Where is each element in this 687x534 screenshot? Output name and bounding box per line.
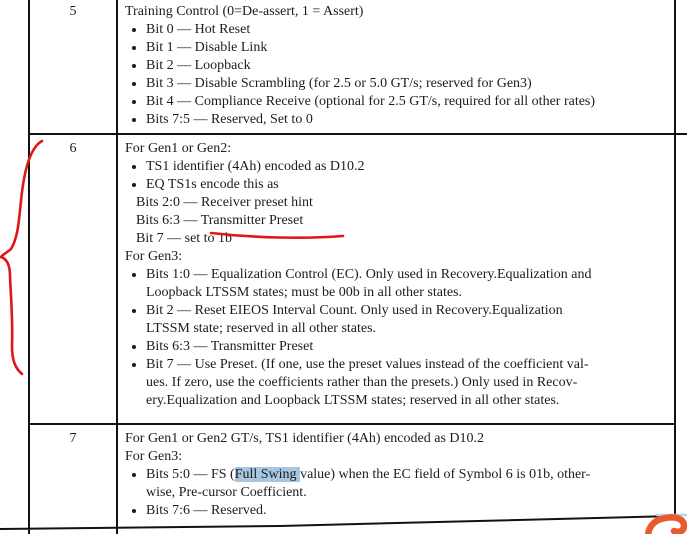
- text-segment: Bits 6:3 — Transmitter Preset: [146, 339, 314, 354]
- description-line: [117, 266, 677, 284]
- text-segment: Bits 5:0 — FS (: [146, 467, 235, 482]
- description-line: [117, 430, 677, 448]
- text-segment: Bit 4 — Compliance Receive (optional for 2.5 GT/s, required for all other rates): [146, 94, 596, 109]
- text-segment: value) when the EC field of Symbol 6 is 01b, other-: [300, 467, 591, 482]
- description-line: [117, 194, 677, 212]
- description-line: [117, 284, 677, 302]
- symbol-number: 5: [69, 4, 77, 19]
- description-line: [117, 338, 677, 356]
- text-segment: For Gen3:: [125, 449, 183, 464]
- highlighted-text: Full Swing: [234, 467, 301, 482]
- text-segment: EQ TS1s encode this as: [146, 177, 279, 192]
- description-line: [117, 374, 677, 392]
- description-cell: [117, 430, 677, 520]
- symbol-number: 7: [69, 431, 77, 446]
- description-line: [117, 39, 677, 57]
- text-segment: For Gen1 or Gen2:: [125, 141, 232, 156]
- description-line: [117, 484, 677, 502]
- description-line: [117, 21, 677, 39]
- text-segment: ery.Equalization and Loopback LTSSM states; reserved in all other states.: [146, 393, 560, 408]
- text-segment: Training Control (0=De-assert, 1 = Assert): [125, 4, 364, 19]
- text-segment: Bit 1 — Disable Link: [146, 40, 268, 55]
- row-border-6-7: [28, 423, 676, 425]
- description-line: [117, 392, 677, 410]
- description-cell: [117, 140, 677, 410]
- description-line: [117, 302, 677, 320]
- symbol-number: 6: [69, 141, 77, 156]
- text-segment: Bit 3 — Disable Scrambling (for 2.5 or 5.0 GT/s; reserved for Gen3): [146, 76, 532, 91]
- description-line: [117, 448, 677, 466]
- table-border-left-column: [28, 0, 30, 534]
- text-segment: LTSSM state; reserved in all other states.: [146, 321, 377, 336]
- description-line: [117, 248, 677, 266]
- description-line: [117, 93, 677, 111]
- description-line: [117, 356, 677, 374]
- text-segment: Bits 2:0 — Receiver preset hint: [136, 195, 313, 210]
- text-segment: Bit 0 — Hot Reset: [146, 22, 251, 37]
- row-border-5-6: [28, 133, 687, 135]
- text-segment: Bits 6:3 — Transmitter Preset: [136, 213, 304, 228]
- description-line: [117, 140, 677, 158]
- text-segment: TS1 identifier (4Ah) encoded as D10.2: [146, 159, 365, 174]
- description-line: [117, 57, 677, 75]
- red-curly-brace-icon: [1, 141, 42, 374]
- text-segment: Bit 2 — Reset EIEOS Interval Count. Only used in Recovery.Equalization: [146, 303, 563, 318]
- text-segment: Bit 2 — Loopback: [146, 58, 251, 73]
- text-segment: Bits 7:5 — Reserved, Set to 0: [146, 112, 313, 127]
- description-line: [117, 75, 677, 93]
- text-segment: Bits 7:6 — Reserved.: [146, 503, 267, 518]
- text-segment: ues. If zero, use the coefficients rather than the presets.) Only used in Recov-: [146, 375, 578, 390]
- description-line: [117, 212, 677, 230]
- description-line: [117, 466, 677, 484]
- text-segment: Loopback LTSSM states; must be 00b in all other states.: [146, 285, 463, 300]
- text-segment: For Gen3:: [125, 249, 183, 264]
- description-line: [117, 176, 677, 194]
- description-line: [117, 502, 677, 520]
- description-line: [117, 111, 677, 129]
- description-line: [117, 3, 677, 21]
- text-segment: Bit 7 — Use Preset. (If one, use the preset values instead of the coefficient val-: [146, 357, 589, 372]
- text-segment: For Gen1 or Gen2 GT/s, TS1 identifier (4Ah) encoded as D10.2: [125, 431, 485, 446]
- description-line: [117, 320, 677, 338]
- description-line: [117, 158, 677, 176]
- text-segment: Bits 1:0 — Equalization Control (EC). Only used in Recovery.Equalization and: [146, 267, 592, 282]
- description-cell: [117, 3, 677, 129]
- text-segment: wise, Pre-cursor Coefficient.: [146, 485, 307, 500]
- description-line: [117, 230, 677, 248]
- text-segment: Bit 7 — set to 1b: [136, 231, 233, 246]
